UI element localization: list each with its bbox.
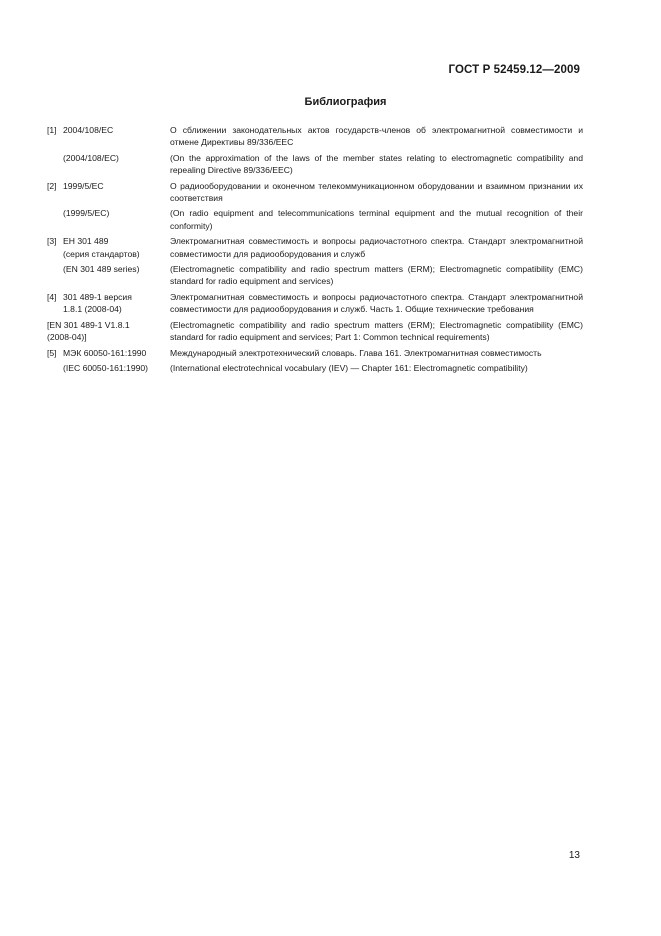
entry-description: (International electrotechnical vocabulary (IEV) — Chapter 161: Electromagnetic compatibility) xyxy=(170,362,528,373)
entry-description: Электромагнитная совместимость и вопросы радиочастотного спектра. Стандарт электромагнитной совместимости для радиооборудования и служб. Часть 1. Общие технические требования xyxy=(170,291,583,315)
entry-description: О сближении законодательных актов государств-членов об электромагнитной совместимости и отмене Директивы 89/336/ЕЕС xyxy=(170,125,583,148)
entry-description: (On the approximation of the laws of the member states relating to electromagnetic compatibility and repealing Directive 89/336/EEC) xyxy=(170,152,583,176)
entry-number xyxy=(47,362,63,374)
entry-number xyxy=(47,207,63,232)
entry-number xyxy=(47,263,63,288)
entry-reference: (1999/5/ЕС) xyxy=(63,208,110,219)
bibliography-entry xyxy=(47,263,583,288)
entry-description: (Electromagnetic compatibility and radio spectrum matters (ERM); Electromagnetic compatibility (EMC) standard for radio equipment and services) xyxy=(170,264,583,287)
bibliography-entry xyxy=(47,347,583,359)
entry-number: [5] xyxy=(47,347,57,358)
page-number: 13 xyxy=(568,850,580,861)
bibliography-entry xyxy=(47,152,583,177)
bibliography-entry xyxy=(47,235,583,260)
bibliography-entry xyxy=(47,291,583,316)
entry-description: О радиооборудовании и оконечном телекоммуникационном оборудовании и взаимном признании их соответствия xyxy=(170,180,583,204)
bibliography-list xyxy=(47,124,583,377)
bibliography-entry xyxy=(47,124,583,149)
bibliography-entry xyxy=(47,319,583,344)
entry-reference: [EN 301 489-1 V1.8.1 (2008-04)] xyxy=(47,319,130,343)
bibliography-entry xyxy=(47,207,583,232)
entry-description: Электромагнитная совместимость и вопросы радиочастотного спектра. Стандарт электромагнитной совместимости для радиооборудования и служб xyxy=(170,236,583,259)
bibliography-entry xyxy=(47,180,583,205)
document-header: ГОСТ Р 52459.12—2009 xyxy=(448,64,580,76)
entry-reference: (2004/108/ЕС) xyxy=(63,152,119,163)
entry-description: Международный электротехнический словарь. Глава 161. Электромагнитная совместимость xyxy=(170,347,542,358)
entry-reference: 2004/108/ЕС xyxy=(63,125,114,135)
entry-number: [4] xyxy=(47,291,57,302)
entry-reference: ЕН 301 489 (серия стандартов) xyxy=(63,236,140,259)
entry-number: [2] xyxy=(47,180,57,191)
entry-reference: (EN 301 489 series) xyxy=(63,264,140,275)
bibliography-entry xyxy=(47,362,583,374)
section-title xyxy=(0,96,661,108)
entry-number: [1] xyxy=(47,125,57,135)
entry-number xyxy=(47,152,63,177)
entry-description: (On radio equipment and telecommunications terminal equipment and the mutual recognition of their conformity) xyxy=(170,208,583,231)
entry-reference: МЭК 60050-161:1990 xyxy=(63,347,147,358)
entry-reference: (IEC 60050-161:1990) xyxy=(63,362,149,373)
section-title-text: Библиография xyxy=(304,96,387,108)
entry-number: [3] xyxy=(47,236,57,247)
entry-description: (Electromagnetic compatibility and radio spectrum matters (ERM); Electromagnetic compatibility (EMC) standard for radio equipment and services; Part 1: Common technical requirements) xyxy=(170,319,583,343)
entry-reference: 301 489-1 версия 1.8.1 (2008-04) xyxy=(63,291,132,315)
entry-reference: 1999/5/ЕС xyxy=(63,180,104,191)
